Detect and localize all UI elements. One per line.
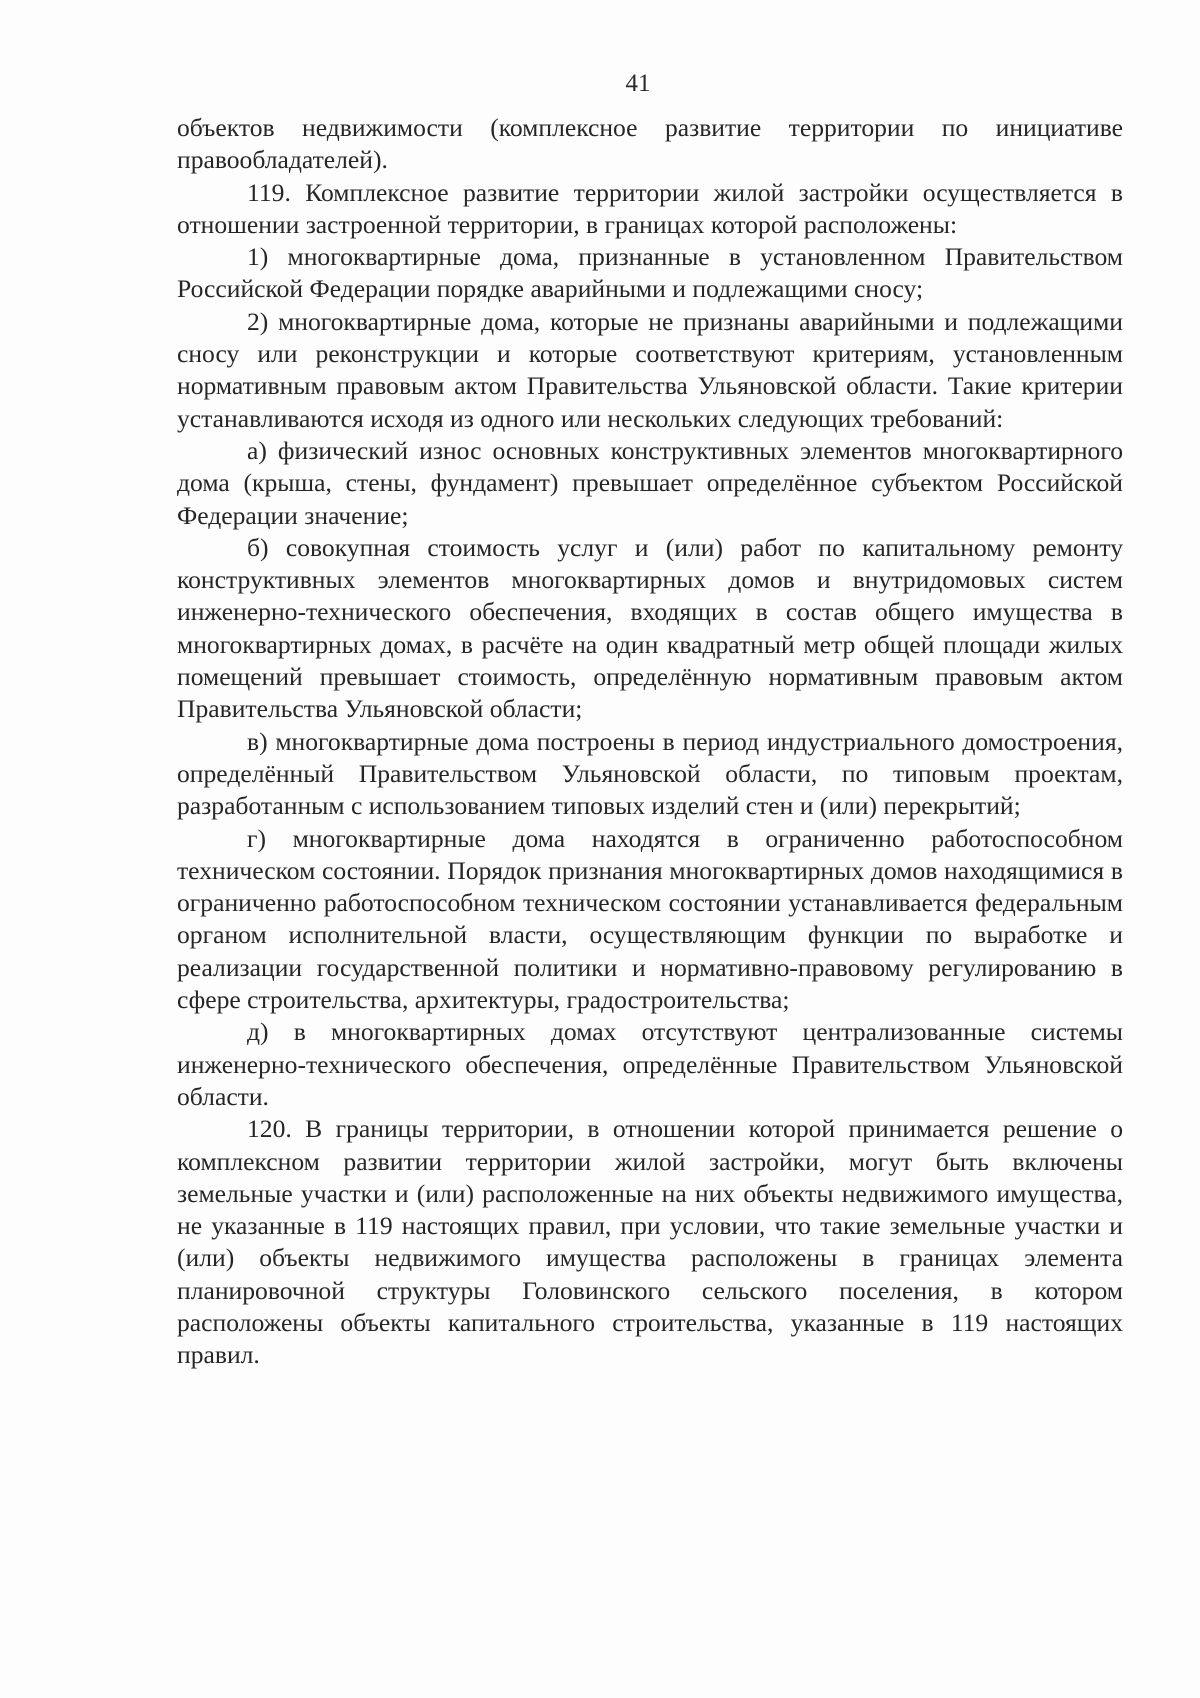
subitem-v: в) многоквартирные дома построены в период индустриального домостроения, определённый Правительством Ульяновской области, по типовым проектам, разработанным с использованием типовых изделий стен и (или) перекрытий;	[177, 726, 1123, 821]
subitem-b: б) совокупная стоимость услуг и (или) работ по капитальному ремонту конструктивных элементов многоквартирных домов и внутридомовых систем инженерно-технического обеспечения, входящих в состав общего имущества в многоквартирных домах, в расчёте на один квадратный метр общей площади жилых помещений превышает стоимость, определённую нормативным правовым актом Правительства Ульяновской области;	[177, 532, 1123, 724]
paragraph-119: 119. Комплексное развитие территории жилой застройки осуществляется в отношении застроенной территории, в границах которой расположены:	[177, 177, 1123, 239]
list-item-2: 2) многоквартирные дома, которые не признаны аварийными и подлежащими сносу или реконструкции и которые соответствуют критериям, установленным нормативным правовым актом Правительства Ульяновской области. Такие критерии устанавливаются исходя из одного или нескольких следующих требований:	[177, 306, 1123, 433]
list-item-1: 1) многоквартирные дома, признанные в установленном Правительством Российской Федерации порядке аварийными и подлежащими сносу;	[177, 242, 1123, 304]
subitem-a: а) физический износ основных конструктивных элементов многоквартирного дома (крыша, стены, фундамент) превышает определённое субъектом Российской Федерации значение;	[177, 435, 1123, 530]
page-number: 41	[625, 70, 651, 97]
subitem-d: д) в многоквартирных домах отсутствуют централизованные системы инженерно-технического обеспечения, определённые Правительством Ульяновской области.	[177, 1017, 1123, 1111]
paragraph-continuation: объектов недвижимости (комплексное развитие территории по инициативе правообладателей).	[177, 113, 1123, 175]
subitem-g: г) многоквартирные дома находятся в ограниченно работоспособном техническом состоянии. Порядок признания многоквартирных домов находящимися в ограниченно работоспособном техническом состоянии устанавливается федеральным органом исполнительной власти, осуществляющим функции по выработке и реализации государственной политики и нормативно-правовому регулированию в сфере строительства, архитектуры, градостроительства;	[177, 823, 1123, 1015]
document-body	[177, 112, 1123, 1372]
paragraph-120: 120. В границы территории, в отношении которой принимается решение о комплексном развитии территории жилой застройки, могут быть включены земельные участки и (или) расположенные на них объекты недвижимого имущества, не указанные в 119 настоящих правил, при условии, что такие земельные участки и (или) объекты недвижимого имущества расположены в границах элемента планировочной структуры Головинского сельского поселения, в котором расположены объекты капитального строительства, указанные в 119 настоящих правил.	[177, 1114, 1123, 1370]
